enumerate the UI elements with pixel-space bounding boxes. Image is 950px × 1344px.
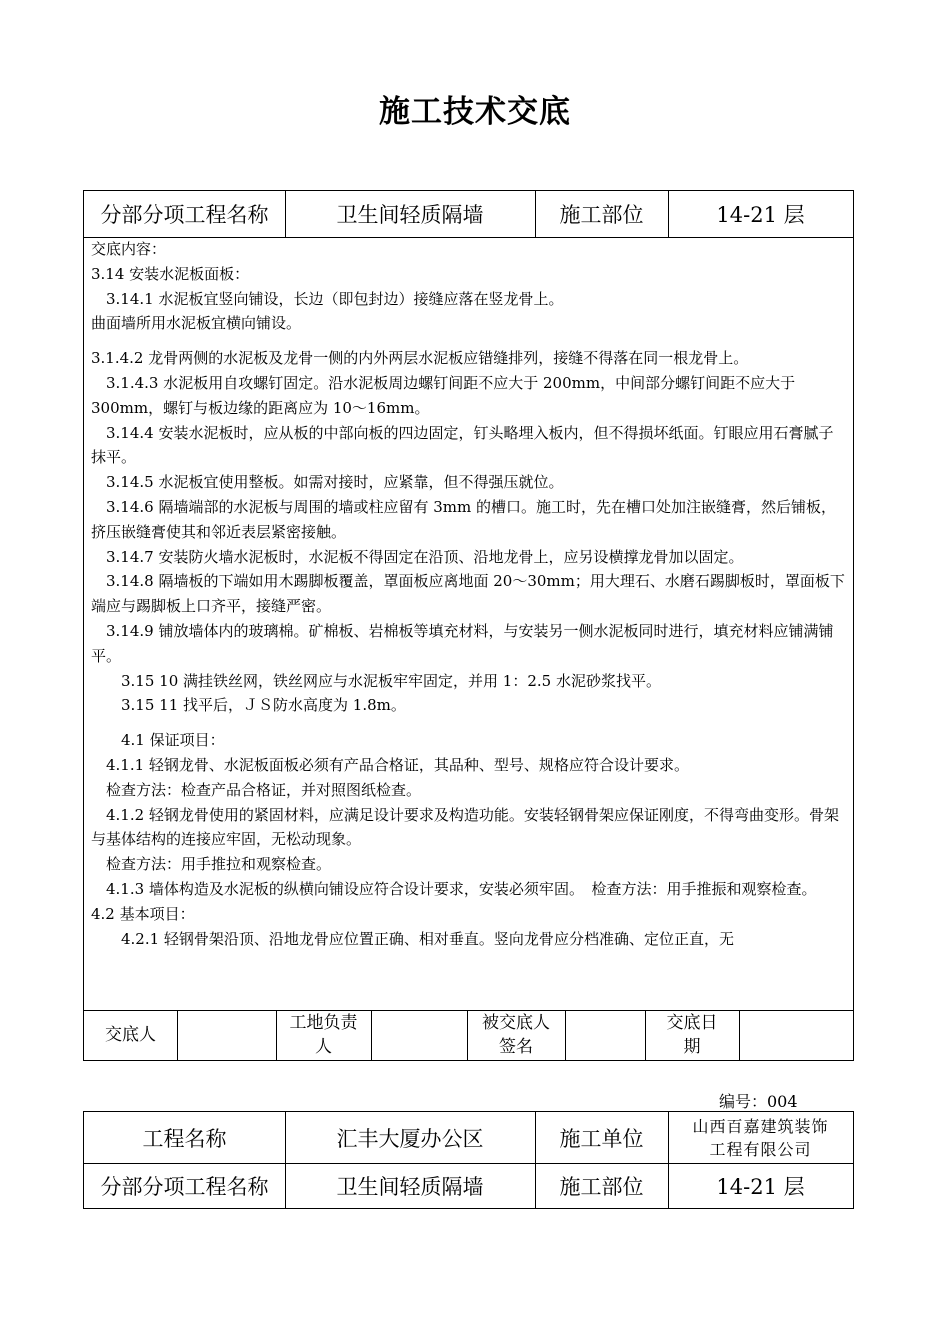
content-line: 3.1.4.3 水泥板用自攻螺钉固定。沿水泥板周边螺钉间距不应大于 200mm，中间部分螺钉间距不应大于 300mm，螺钉与板边缘的距离应为 10～16mm。 [91,373,796,417]
receiver-label [467,1010,565,1060]
project-name-label-2: 分部分项工程名称 [100,1174,269,1199]
content-line: 3.14.5 水泥板宜使用整板。如需对接时，应紧靠，但不得强压就位。 [91,473,564,492]
contractor-value-line2: 工程有限公司 [709,1139,812,1159]
contractor-label: 施工单位 [559,1126,644,1151]
content-line: 检查方法：检查产品合格证，并对照图纸检查。 [91,780,422,799]
content-line: 交底内容： [91,240,167,258]
project-title-label: 工程名称 [142,1126,227,1151]
project-name-label: 分部分项工程名称 [100,203,269,227]
project-name-value-2: 卫生间轻质隔墙 [336,1174,484,1199]
location-value: 14-21 层 [716,203,805,227]
contractor-value-line1: 山西百嘉建筑装饰 [692,1116,829,1136]
content-line: 3.14.6 隔墙端部的水泥板与周围的墙或柱应留有 3mm 的槽口。施工时，先在槽口处加注嵌缝膏，然后铺板，挤压嵌缝膏使其和邻近表层紧密接触。 [91,497,837,541]
site-leader-label [276,1010,371,1060]
document-number: 编号：004 [719,1092,798,1111]
site-leader-label-line1: 工地负责 [289,1013,358,1033]
date-label-line2: 期 [683,1037,701,1057]
handover-by-label: 交底人 [105,1025,156,1045]
content-line: 3.14.9 铺放墙体内的玻璃棉。矿棉板、岩棉板等填充材料，与安装另一侧水泥板同时进行，填充材料应铺满铺平。 [91,621,834,665]
content-line: 检查方法：用手推拉和观察检查。 [91,855,332,874]
content-line: 3.14.8 隔墙板的下端如用木踢脚板覆盖，罩面板应离地面 20～30mm；用大理石、水磨石踢脚板时，罩面板下端应与踢脚板上口齐平，接缝严密。 [91,572,845,616]
handover-content [91,237,848,951]
page-title: 施工技术交底 [379,94,571,130]
content-line: 3.14 安装水泥板面板： [91,264,250,283]
site-leader-field [371,1010,467,1060]
date-label [645,1010,739,1060]
content-line: 4.1.1 轻钢龙骨、水泥板面板必须有产品合格证，其品种、型号、规格应符合设计要求。 [91,755,689,774]
content-line: 4.2.1 轻钢骨架沿顶、沿地龙骨应位置正确、相对垂直。竖向龙骨应分档准确、定位正直，无 [91,929,734,948]
content-line: 3.1.4.2 龙骨两侧的水泥板及龙骨一侧的内外两层水泥板应错缝排列，接缝不得落在同一根龙骨上。 [91,349,749,368]
receiver-label-line1: 被交底人 [482,1013,550,1033]
date-field [739,1010,853,1060]
location-value-2: 14-21 层 [716,1174,805,1199]
content-line: 3.15 11 找平后，ＪＳ防水高度为 1.8m。 [91,696,406,715]
contractor-value [668,1112,853,1163]
project-info-table [83,1111,854,1209]
content-line: 3.14.4 安装水泥板时，应从板的中部向板的四边固定，钉头略埋入板内，但不得损坏纸面。钉眼应用石膏腻子抹平。 [91,423,834,467]
content-line: 4.1.2 轻钢龙骨使用的紧固材料，应满足设计要求及构造功能。安装轻钢骨架应保证刚度，不得弯曲变形。骨架与基体结构的连接应牢固，无松动现象。 [91,805,839,849]
project-name-value: 卫生间轻质隔墙 [336,203,484,227]
project-title-value: 汇丰大厦办公区 [336,1126,484,1151]
content-line: 4.2 基本项目： [91,904,195,923]
content-line: 4.1 保证项目： [91,731,225,750]
location-label: 施工部位 [559,203,644,227]
content-line: 3.14.1 水泥板宜竖向铺设，长边（即包封边）接缝应落在竖龙骨上。 [91,289,564,308]
location-label-2: 施工部位 [559,1174,644,1199]
content-line: 曲面墙所用水泥板宜横向铺设。 [91,314,302,333]
content-line: 4.1.3 墙体构造及水泥板的纵横向铺设应符合设计要求，安装必须牢固。 检查方法：用手推振和观察检查。 [91,879,817,898]
content-line: 3.15 10 满挂铁丝网，铁丝网应与水泥板牢牢固定，并用 1：2.5 水泥砂浆找平。 [91,671,661,690]
handover-by-field [177,1010,276,1060]
site-leader-label-line2: 人 [315,1037,332,1057]
receiver-label-line2: 签名 [499,1037,533,1057]
content-line: 3.14.7 安装防火墙水泥板时，水泥板不得固定在沿顶、沿地龙骨上，应另设横撑龙骨加以固定。 [91,547,744,566]
date-label-line1: 交底日 [666,1013,718,1033]
receiver-field [565,1010,645,1060]
